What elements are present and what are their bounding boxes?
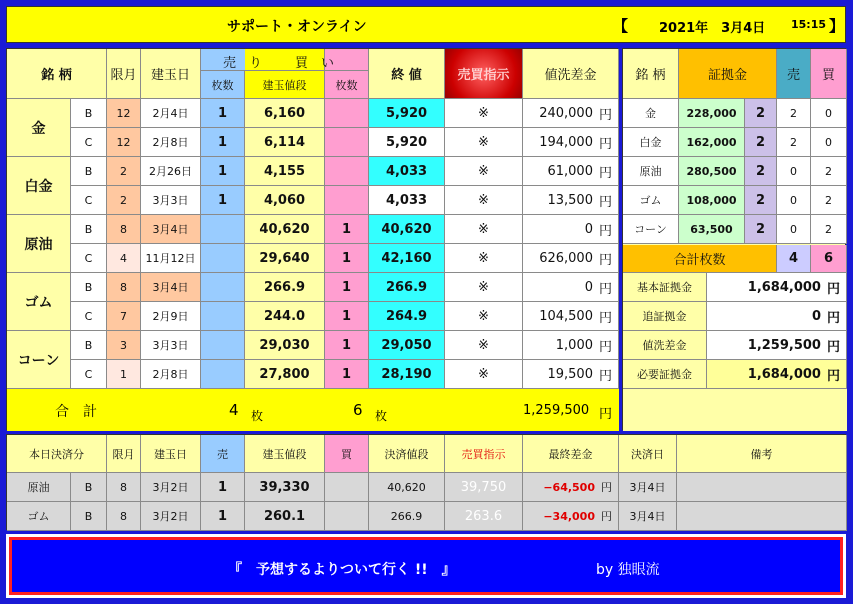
settled-type: B	[71, 473, 107, 502]
margin-row-sell: 2	[777, 99, 811, 128]
summary-amount: 1,259,500	[747, 337, 821, 353]
row-diff	[523, 215, 619, 244]
row-diff-unit: 円	[598, 165, 612, 181]
margin-total-sell: 4	[777, 245, 811, 273]
summary-unit: 円	[826, 310, 840, 326]
settled-sell: 1	[201, 473, 245, 502]
row-diff-value: 1,000	[555, 337, 593, 353]
summary-value	[707, 360, 847, 389]
row-diff	[523, 302, 619, 331]
row-diff	[523, 99, 619, 128]
row-signal[interactable]: ※	[445, 128, 523, 157]
row-month: 1	[107, 360, 141, 389]
margin-row-buy: 2	[811, 215, 847, 244]
margin-row-sell: 0	[777, 215, 811, 244]
group-name: 金	[7, 99, 71, 157]
row-price: 4,060	[245, 186, 325, 215]
settled-settle: 40,620	[369, 473, 445, 502]
row-type: C	[71, 360, 107, 389]
margin-row-buy: 2	[811, 157, 847, 186]
row-diff-unit: 円	[598, 252, 612, 268]
margin-header-buy: 買	[811, 49, 847, 99]
row-date: 11月12日	[141, 244, 201, 273]
current-time: 15:15	[791, 18, 827, 31]
settled-final	[523, 473, 619, 502]
header-price: 建玉値段	[245, 71, 325, 99]
margin-row-amount: 63,500	[679, 215, 745, 244]
margin-total-label: 合計枚数	[623, 245, 777, 273]
settled-header-8: 最終差金	[523, 435, 619, 473]
row-type: B	[71, 157, 107, 186]
row-sell: 1	[201, 157, 245, 186]
settled-settle: 266.9	[369, 502, 445, 531]
header-lots-buy: 枚数	[325, 71, 369, 99]
row-diff-value: 0	[584, 279, 593, 295]
row-month: 12	[107, 128, 141, 157]
bracket-close: 】	[829, 17, 845, 35]
row-buy	[325, 186, 369, 215]
total-label: 合 計	[55, 404, 97, 420]
margin-row-amount: 280,500	[679, 157, 745, 186]
row-buy: 1	[325, 273, 369, 302]
summary-amount: 0	[811, 308, 821, 324]
row-month: 2	[107, 157, 141, 186]
row-close: 264.9	[369, 302, 445, 331]
row-sell	[201, 215, 245, 244]
current-date: 2021年 3月4日	[659, 21, 766, 36]
row-signal[interactable]: ※	[445, 360, 523, 389]
margin-row-lots: 2	[745, 186, 777, 215]
margin-row-lots: 2	[745, 99, 777, 128]
row-close: 29,050	[369, 331, 445, 360]
settled-header-10: 備考	[677, 435, 847, 473]
settled-name: ゴム	[7, 502, 71, 531]
margin-header-amount: 証拠金	[679, 49, 777, 99]
row-diff	[523, 128, 619, 157]
row-date: 2月4日	[141, 99, 201, 128]
row-date: 3月4日	[141, 215, 201, 244]
row-type: C	[71, 244, 107, 273]
row-close: 266.9	[369, 273, 445, 302]
row-diff-unit: 円	[598, 281, 612, 297]
settled-note	[677, 502, 847, 531]
row-close: 4,033	[369, 157, 445, 186]
row-close: 28,190	[369, 360, 445, 389]
row-buy: 1	[325, 360, 369, 389]
margin-row-sell: 0	[777, 157, 811, 186]
settled-header-0: 本日決済分	[7, 435, 107, 473]
footer-banner	[6, 534, 846, 598]
margin-row-name: ゴム	[623, 186, 679, 215]
group-name: ゴム	[7, 273, 71, 331]
settled-sdate: 3月4日	[619, 473, 677, 502]
settled-table	[6, 434, 846, 530]
settled-final-unit: 円	[601, 481, 612, 494]
total-buy-unit: 枚	[375, 409, 388, 423]
summary-amount: 1,684,000	[747, 366, 821, 382]
row-buy: 1	[325, 331, 369, 360]
margin-row-buy: 0	[811, 128, 847, 157]
header-sell: 売 り	[223, 56, 263, 71]
settled-date: 3月2日	[141, 473, 201, 502]
row-price: 40,620	[245, 215, 325, 244]
row-price: 6,114	[245, 128, 325, 157]
row-close: 5,920	[369, 99, 445, 128]
row-month: 4	[107, 244, 141, 273]
row-diff	[523, 331, 619, 360]
row-type: C	[71, 186, 107, 215]
margin-header-name: 銘 柄	[623, 49, 679, 99]
row-type: B	[71, 273, 107, 302]
row-diff	[523, 273, 619, 302]
total-unit: 円	[599, 407, 613, 422]
settled-sell: 1	[201, 502, 245, 531]
header-lots-sell: 枚数	[201, 71, 245, 99]
row-diff-value: 61,000	[547, 163, 593, 179]
summary-value	[707, 331, 847, 360]
row-month: 8	[107, 215, 141, 244]
row-date: 2月8日	[141, 128, 201, 157]
settled-header-6: 決済値段	[369, 435, 445, 473]
summary-unit: 円	[826, 281, 840, 297]
row-date: 2月9日	[141, 302, 201, 331]
summary-label: 値洗差金	[623, 331, 707, 360]
title-bar	[6, 6, 846, 43]
row-signal[interactable]: ※	[445, 331, 523, 360]
total-diff: 1,259,500	[523, 403, 590, 418]
group-name: 白金	[7, 157, 71, 215]
margin-row-lots: 2	[745, 215, 777, 244]
settled-price: 260.1	[245, 502, 325, 531]
settled-header-9: 決済日	[619, 435, 677, 473]
row-diff-unit: 円	[598, 136, 612, 152]
row-date: 3月4日	[141, 273, 201, 302]
settled-header-2: 建玉日	[141, 435, 201, 473]
row-price: 29,640	[245, 244, 325, 273]
row-buy	[325, 157, 369, 186]
row-close: 40,620	[369, 215, 445, 244]
row-type: B	[71, 215, 107, 244]
total-sell-unit: 枚	[251, 409, 264, 423]
row-price: 29,030	[245, 331, 325, 360]
row-diff-value: 19,500	[547, 366, 593, 382]
margin-header-sell: 売	[777, 49, 811, 99]
row-signal[interactable]: ※	[445, 157, 523, 186]
row-sell	[201, 302, 245, 331]
row-buy: 1	[325, 215, 369, 244]
app-title: サポート・オンライン	[227, 19, 367, 35]
row-sell	[201, 331, 245, 360]
row-sell	[201, 244, 245, 273]
margin-row-amount: 162,000	[679, 128, 745, 157]
row-diff-unit: 円	[598, 339, 612, 355]
row-diff	[523, 360, 619, 389]
margin-row-amount: 228,000	[679, 99, 745, 128]
row-buy: 1	[325, 302, 369, 331]
row-date: 3月3日	[141, 331, 201, 360]
margin-row-sell: 2	[777, 128, 811, 157]
row-diff-value: 626,000	[539, 250, 593, 266]
settled-final	[523, 502, 619, 531]
settled-final-value: −64,500	[543, 480, 595, 494]
row-price: 244.0	[245, 302, 325, 331]
row-type: C	[71, 302, 107, 331]
row-diff-unit: 円	[598, 107, 612, 123]
settled-type: B	[71, 502, 107, 531]
row-signal[interactable]: ※	[445, 244, 523, 273]
margin-row-amount: 108,000	[679, 186, 745, 215]
margin-empty	[623, 389, 847, 431]
settled-price: 39,330	[245, 473, 325, 502]
row-price: 4,155	[245, 157, 325, 186]
margin-row-sell: 0	[777, 186, 811, 215]
row-price: 27,800	[245, 360, 325, 389]
summary-label: 追証拠金	[623, 302, 707, 331]
header-diff: 値洗差金	[523, 49, 619, 99]
summary-unit: 円	[826, 368, 840, 384]
header-month: 限月	[107, 49, 141, 99]
row-close: 4,033	[369, 186, 445, 215]
settled-note	[677, 473, 847, 502]
settled-signal: 39,750	[445, 473, 523, 502]
row-diff-unit: 円	[598, 310, 612, 326]
row-price: 266.9	[245, 273, 325, 302]
margin-row-buy: 0	[811, 99, 847, 128]
summary-unit: 円	[826, 339, 840, 355]
row-sell: 1	[201, 186, 245, 215]
summary-value	[707, 273, 847, 302]
footer-by: by 独眼流	[596, 562, 660, 578]
settled-sdate: 3月4日	[619, 502, 677, 531]
summary-label: 必要証拠金	[623, 360, 707, 389]
row-diff	[523, 186, 619, 215]
header-buy-cell	[295, 49, 369, 71]
margin-row-name: コーン	[623, 215, 679, 244]
row-price: 6,160	[245, 99, 325, 128]
row-signal[interactable]: ※	[445, 99, 523, 128]
margin-row-name: 白金	[623, 128, 679, 157]
row-month: 8	[107, 273, 141, 302]
total-sell: 4	[229, 401, 239, 419]
margin-row-lots: 2	[745, 157, 777, 186]
bracket-open: 【	[613, 17, 629, 35]
header-signal: 売買指示	[445, 49, 523, 99]
row-date: 2月8日	[141, 360, 201, 389]
margin-panel	[622, 48, 846, 430]
settled-header-1: 限月	[107, 435, 141, 473]
settled-header-7: 売買指示	[445, 435, 523, 473]
row-sell	[201, 360, 245, 389]
settled-name: 原油	[7, 473, 71, 502]
footer-quote: 『 予想するよりついて行く !! 』	[228, 562, 456, 578]
row-diff-value: 0	[584, 221, 593, 237]
settled-header-5: 買	[325, 435, 369, 473]
settled-final-unit: 円	[601, 510, 612, 523]
row-type: C	[71, 128, 107, 157]
header-date: 建玉日	[141, 49, 201, 99]
margin-row-buy: 2	[811, 186, 847, 215]
settled-header-3: 売	[201, 435, 245, 473]
row-diff-value: 13,500	[547, 192, 593, 208]
positions-table	[6, 48, 618, 430]
summary-label: 基本証拠金	[623, 273, 707, 302]
row-sell	[201, 273, 245, 302]
row-date: 2月26日	[141, 157, 201, 186]
summary-amount: 1,684,000	[747, 279, 821, 295]
settled-buy	[325, 473, 369, 502]
header-buy: 買 い	[295, 56, 335, 71]
margin-total-buy: 6	[811, 245, 847, 273]
group-name: コーン	[7, 331, 71, 389]
settled-header-4: 建玉値段	[245, 435, 325, 473]
settled-final-value: −34,000	[543, 509, 595, 523]
row-sell: 1	[201, 99, 245, 128]
row-diff-value: 240,000	[539, 105, 593, 121]
group-name: 原油	[7, 215, 71, 273]
row-month: 3	[107, 331, 141, 360]
total-buy: 6	[353, 401, 363, 419]
settled-month: 8	[107, 502, 141, 531]
row-signal[interactable]: ※	[445, 186, 523, 215]
row-signal[interactable]: ※	[445, 215, 523, 244]
margin-row-lots: 2	[745, 128, 777, 157]
row-month: 2	[107, 186, 141, 215]
header-close: 終 値	[369, 49, 445, 99]
settled-signal: 263.6	[445, 502, 523, 531]
header-name: 銘 柄	[7, 49, 107, 99]
row-sell: 1	[201, 128, 245, 157]
row-month: 12	[107, 99, 141, 128]
row-buy: 1	[325, 244, 369, 273]
row-diff-value: 194,000	[539, 134, 593, 150]
row-close: 5,920	[369, 128, 445, 157]
row-buy	[325, 128, 369, 157]
settled-month: 8	[107, 473, 141, 502]
row-diff	[523, 244, 619, 273]
row-signal[interactable]: ※	[445, 273, 523, 302]
settled-date: 3月2日	[141, 502, 201, 531]
row-month: 7	[107, 302, 141, 331]
row-type: B	[71, 331, 107, 360]
settled-buy	[325, 502, 369, 531]
row-diff-value: 104,500	[539, 308, 593, 324]
row-type: B	[71, 99, 107, 128]
row-buy	[325, 99, 369, 128]
row-diff-unit: 円	[598, 194, 612, 210]
summary-value	[707, 302, 847, 331]
row-diff	[523, 157, 619, 186]
row-diff-unit: 円	[598, 368, 612, 384]
row-close: 42,160	[369, 244, 445, 273]
margin-row-name: 金	[623, 99, 679, 128]
margin-row-name: 原油	[623, 157, 679, 186]
row-date: 3月3日	[141, 186, 201, 215]
row-diff-unit: 円	[598, 223, 612, 239]
row-signal[interactable]: ※	[445, 302, 523, 331]
